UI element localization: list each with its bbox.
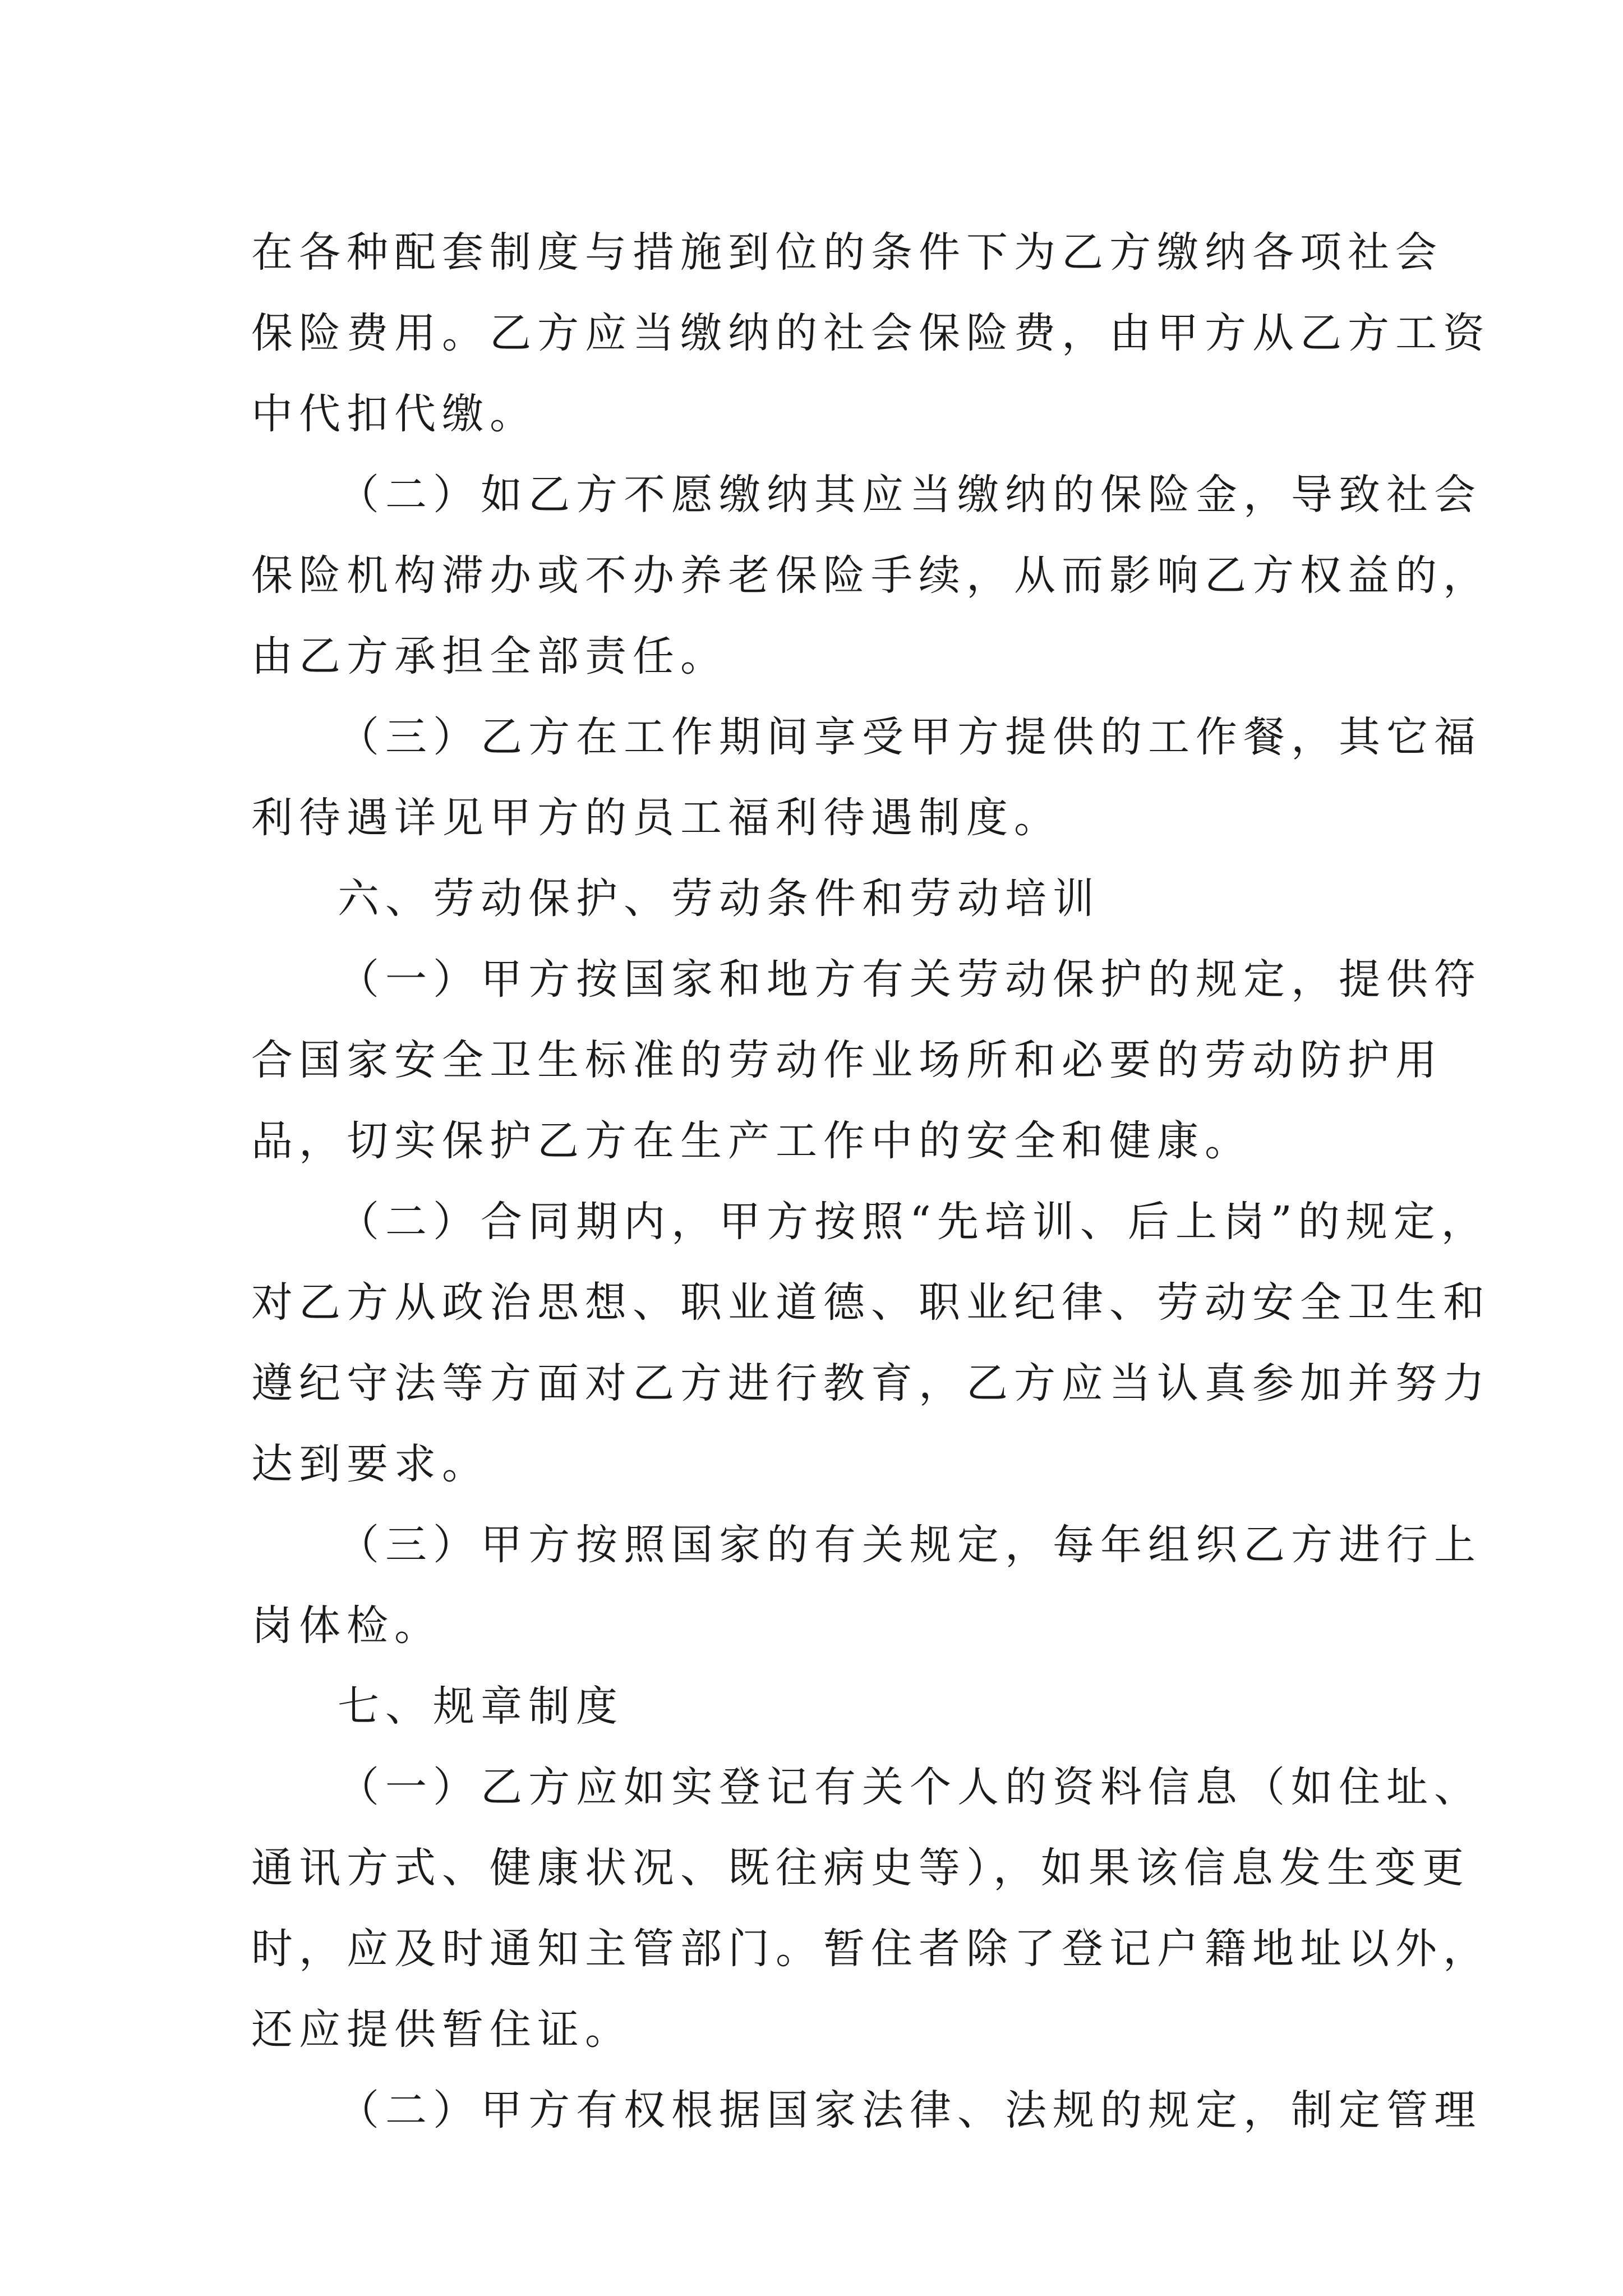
text-line: 品，切实保护乙方在生产工作中的安全和健康。 xyxy=(251,1117,1252,1165)
text-line: 岗体检。 xyxy=(251,1602,442,1650)
text-line: 对乙方从政治思想、职业道德、职业纪律、劳动安全卫生和 xyxy=(251,1278,1491,1327)
text-line: 通讯方式、健康状况、既往病史等），如果该信息发生变更 xyxy=(251,1844,1470,1892)
text-line: （二）甲方有权根据国家法律、法规的规定，制定管理 xyxy=(338,2086,1482,2134)
text-line: 由乙方承担全部责任。 xyxy=(251,632,728,680)
section-heading: 七、规章制度 xyxy=(338,1682,624,1731)
text-line: 利待遇详见甲方的员工福利待遇制度。 xyxy=(251,794,1062,842)
text-line: （三）乙方在工作期间享受甲方提供的工作餐，其它福 xyxy=(338,713,1482,761)
text-line: 达到要求。 xyxy=(251,1440,490,1488)
text-line: （三）甲方按照国家的有关规定，每年组织乙方进行上 xyxy=(338,1521,1482,1569)
document-body xyxy=(251,212,1491,2151)
text-line: （二）如乙方不愿缴纳其应当缴纳的保险金，导致社会 xyxy=(338,471,1482,519)
text-line: 在各种配套制度与措施到位的条件下为乙方缴纳各项社会 xyxy=(251,228,1443,277)
text-line: 保险费用。乙方应当缴纳的社会保险费，由甲方从乙方工资 xyxy=(251,309,1491,357)
text-line: 时，应及时通知主管部门。暂住者除了登记户籍地址以外， xyxy=(251,1925,1491,1973)
text-line: 遵纪守法等方面对乙方进行教育，乙方应当认真参加并努力 xyxy=(251,1359,1491,1407)
text-line: 合国家安全卫生标准的劳动作业场所和必要的劳动防护用 xyxy=(251,1036,1443,1084)
text-line: 中代扣代缴。 xyxy=(251,390,537,438)
text-line: 保险机构滞办或不办养老保险手续，从而影响乙方权益的， xyxy=(251,551,1491,600)
section-heading: 六、劳动保护、劳动条件和劳动培训 xyxy=(338,875,1100,923)
text-line: 还应提供暂住证。 xyxy=(251,2005,633,2054)
text-line: （一）甲方按国家和地方有关劳动保护的规定，提供符 xyxy=(338,955,1482,1004)
text-line: （一）乙方应如实登记有关个人的资料信息（如住址、 xyxy=(338,1763,1482,1811)
text-line: （二）合同期内，甲方按照“先培训、后上岗”的规定， xyxy=(338,1198,1489,1246)
